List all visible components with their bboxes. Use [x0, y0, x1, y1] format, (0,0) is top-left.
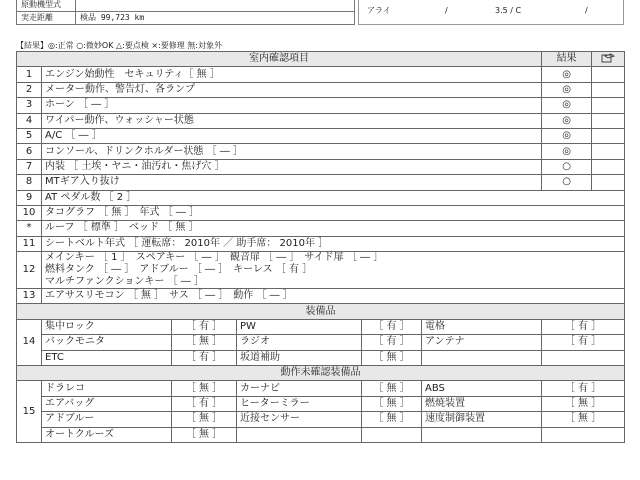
edit-icon-cell[interactable] — [592, 52, 625, 67]
item-note — [592, 175, 625, 190]
item-text: A/C ［ ― ］ — [42, 128, 542, 143]
alignment-value-2: 3.5 / C — [495, 6, 522, 15]
equipment-value: ［ 有 ］ — [172, 319, 237, 334]
equipment-name: 速度制御装置 — [422, 412, 542, 427]
item-note — [592, 128, 625, 143]
equipment-value: ［ 無 ］ — [172, 412, 237, 427]
item-note — [592, 98, 625, 113]
result-header: 結果 — [542, 52, 592, 67]
table-row — [17, 82, 625, 97]
item-number: 4 — [17, 113, 42, 128]
item-number: 7 — [17, 159, 42, 174]
table-row — [17, 427, 625, 442]
table-row — [17, 289, 625, 304]
alignment-label: アライ — [367, 6, 391, 15]
item-note — [592, 144, 625, 159]
item-text: MTギア入り抜け — [42, 175, 542, 190]
item-text: エアサスリモコン ［ 無 ］ サス ［ ― ］ 動作 ［ ― ］ — [42, 289, 625, 304]
item-text: 内装 ［ 土埃・ヤニ・油汚れ・焦げ穴 ］ — [42, 159, 542, 174]
item-result: ◎ — [542, 128, 592, 143]
item-text: タコグラフ ［ 無 ］ 年式 ［ ― ］ — [42, 205, 625, 220]
equipment-name: アンテナ — [422, 335, 542, 350]
item-result: ◎ — [542, 67, 592, 82]
equipment-value: ［ 有 ］ — [362, 335, 422, 350]
item-number: 6 — [17, 144, 42, 159]
equipment-name: ABS — [422, 381, 542, 396]
equipment-title: 装備品 — [17, 304, 625, 319]
item-text: ホーン ［ ― ］ — [42, 98, 542, 113]
equipment-name: PW — [237, 319, 362, 334]
table-row — [17, 350, 625, 365]
equipment-value: ［ 有 ］ — [542, 335, 625, 350]
table-row — [17, 98, 625, 113]
item-text: シートベルト年式 ［ 運転席： 2010年 ／ 助手席： 2010年 ］ — [42, 236, 625, 251]
mileage-label: 実走距離 — [16, 11, 76, 25]
table-row — [17, 221, 625, 236]
equipment-value: ［ 有 ］ — [542, 319, 625, 334]
result-legend: 【結果】◎:正常 ○:微妙OK △:要点検 ×:要修理 無:対象外 — [16, 41, 223, 50]
item-result: ◎ — [542, 144, 592, 159]
edit-icon[interactable] — [601, 53, 615, 63]
item-text: メーター動作、警告灯、各ランプ — [42, 82, 542, 97]
equipment-name: バックモニタ — [42, 335, 172, 350]
equipment-name: 集中ロック — [42, 319, 172, 334]
equipment-name — [237, 427, 362, 442]
equipment-name — [422, 350, 542, 365]
item-result: ◎ — [542, 113, 592, 128]
item-number: 9 — [17, 190, 42, 205]
table-row — [17, 236, 625, 251]
item-number: * — [17, 221, 42, 236]
equipment-name: ラジオ — [237, 335, 362, 350]
unconfirmed-header-row — [17, 366, 625, 381]
equipment-value — [542, 427, 625, 442]
item-note — [592, 159, 625, 174]
key-info-cell — [42, 252, 625, 289]
item-result: ○ — [542, 159, 592, 174]
item-number: 8 — [17, 175, 42, 190]
table-row — [17, 113, 625, 128]
equipment-name: ドラレコ — [42, 381, 172, 396]
equipment-value: ［ 無 ］ — [542, 412, 625, 427]
item-text: エンジン始動性 セキュリティ［ 無 ］ — [42, 67, 542, 82]
alignment-box — [358, 0, 624, 25]
table-row — [17, 335, 625, 350]
table-row — [17, 67, 625, 82]
interior-title: 室内確認項目 — [17, 52, 542, 67]
table-row — [17, 159, 625, 174]
item-note — [592, 67, 625, 82]
item-text: AT ペダル数 ［ 2 ］ — [42, 190, 625, 205]
table-row — [17, 175, 625, 190]
item-result: ◎ — [542, 98, 592, 113]
equipment-value: ［ 無 ］ — [542, 396, 625, 411]
equipment-name: エアバッグ — [42, 396, 172, 411]
item-text: ワイパー動作、ウォッシャー状態 — [42, 113, 542, 128]
table-row — [17, 319, 625, 334]
table-row — [17, 144, 625, 159]
table-row — [17, 128, 625, 143]
equipment-value: ［ 有 ］ — [362, 319, 422, 334]
item-number: 5 — [17, 128, 42, 143]
item-note — [592, 82, 625, 97]
equipment-value: ［ 無 ］ — [172, 335, 237, 350]
item-number: 2 — [17, 82, 42, 97]
equipment-name: 坂道補助 — [237, 350, 362, 365]
key-info-line: マルチファンクションキー ［ ― ］ — [45, 276, 204, 288]
equipment-name: ヒーターミラー — [237, 396, 362, 411]
equipment-name: オートクルーズ — [42, 427, 172, 442]
key-info-line: メインキー ［ 1 ］ スペアキー ［ ― ］ 観音扉 ［ ― ］ サイド扉 ［ ― ］ — [45, 252, 384, 264]
equipment-name: 電格 — [422, 319, 542, 334]
item-number: 14 — [17, 319, 42, 365]
equipment-value: ［ 無 ］ — [362, 350, 422, 365]
equipment-name: 燃焼装置 — [422, 396, 542, 411]
interior-header-row — [17, 52, 625, 67]
alignment-value-1: / — [445, 6, 448, 15]
equipment-name — [422, 427, 542, 442]
equipment-name: アドブルー — [42, 412, 172, 427]
mileage-value: 検品 99,723 km — [75, 11, 355, 25]
item-number: 10 — [17, 205, 42, 220]
equipment-value: ［ 無 ］ — [362, 396, 422, 411]
equipment-value: ［ 無 ］ — [362, 381, 422, 396]
item-text: コンソール、ドリンクホルダー状態 ［ ― ］ — [42, 144, 542, 159]
table-row — [17, 381, 625, 396]
item-number: 13 — [17, 289, 42, 304]
engine-model-label: 原動機型式 — [16, 0, 76, 12]
header-strip — [0, 0, 640, 30]
item-number: 15 — [17, 381, 42, 443]
equipment-value: ［ 無 ］ — [362, 412, 422, 427]
table-row — [17, 190, 625, 205]
equipment-value — [362, 427, 422, 442]
item-number: 3 — [17, 98, 42, 113]
item-text: ルーフ ［ 標準 ］ ベッド ［ 無 ］ — [42, 221, 625, 236]
equipment-value: ［ 有 ］ — [542, 381, 625, 396]
item-number: 1 — [17, 67, 42, 82]
item-result: ○ — [542, 175, 592, 190]
equipment-value: ［ 無 ］ — [172, 427, 237, 442]
item-note — [592, 113, 625, 128]
table-row — [17, 252, 625, 289]
item-number: 11 — [17, 236, 42, 251]
table-row — [17, 396, 625, 411]
equipment-value: ［ 有 ］ — [172, 350, 237, 365]
inspection-sheet — [16, 51, 625, 443]
item-number: 12 — [17, 252, 42, 289]
unconfirmed-title: 動作未確認装備品 — [17, 366, 625, 381]
equipment-name: カーナビ — [237, 381, 362, 396]
alignment-value-3: / — [585, 6, 588, 15]
equipment-value — [542, 350, 625, 365]
equipment-header-row — [17, 304, 625, 319]
table-row — [17, 412, 625, 427]
equipment-value: ［ 有 ］ — [172, 396, 237, 411]
equipment-name: ETC — [42, 350, 172, 365]
equipment-name: 近接センサー — [237, 412, 362, 427]
key-info-line: 燃料タンク ［ ― ］ アドブルー ［ ― ］ キーレス ［ 有 ］ — [45, 264, 313, 276]
equipment-value: ［ 無 ］ — [172, 381, 237, 396]
table-row — [17, 205, 625, 220]
item-result: ◎ — [542, 82, 592, 97]
